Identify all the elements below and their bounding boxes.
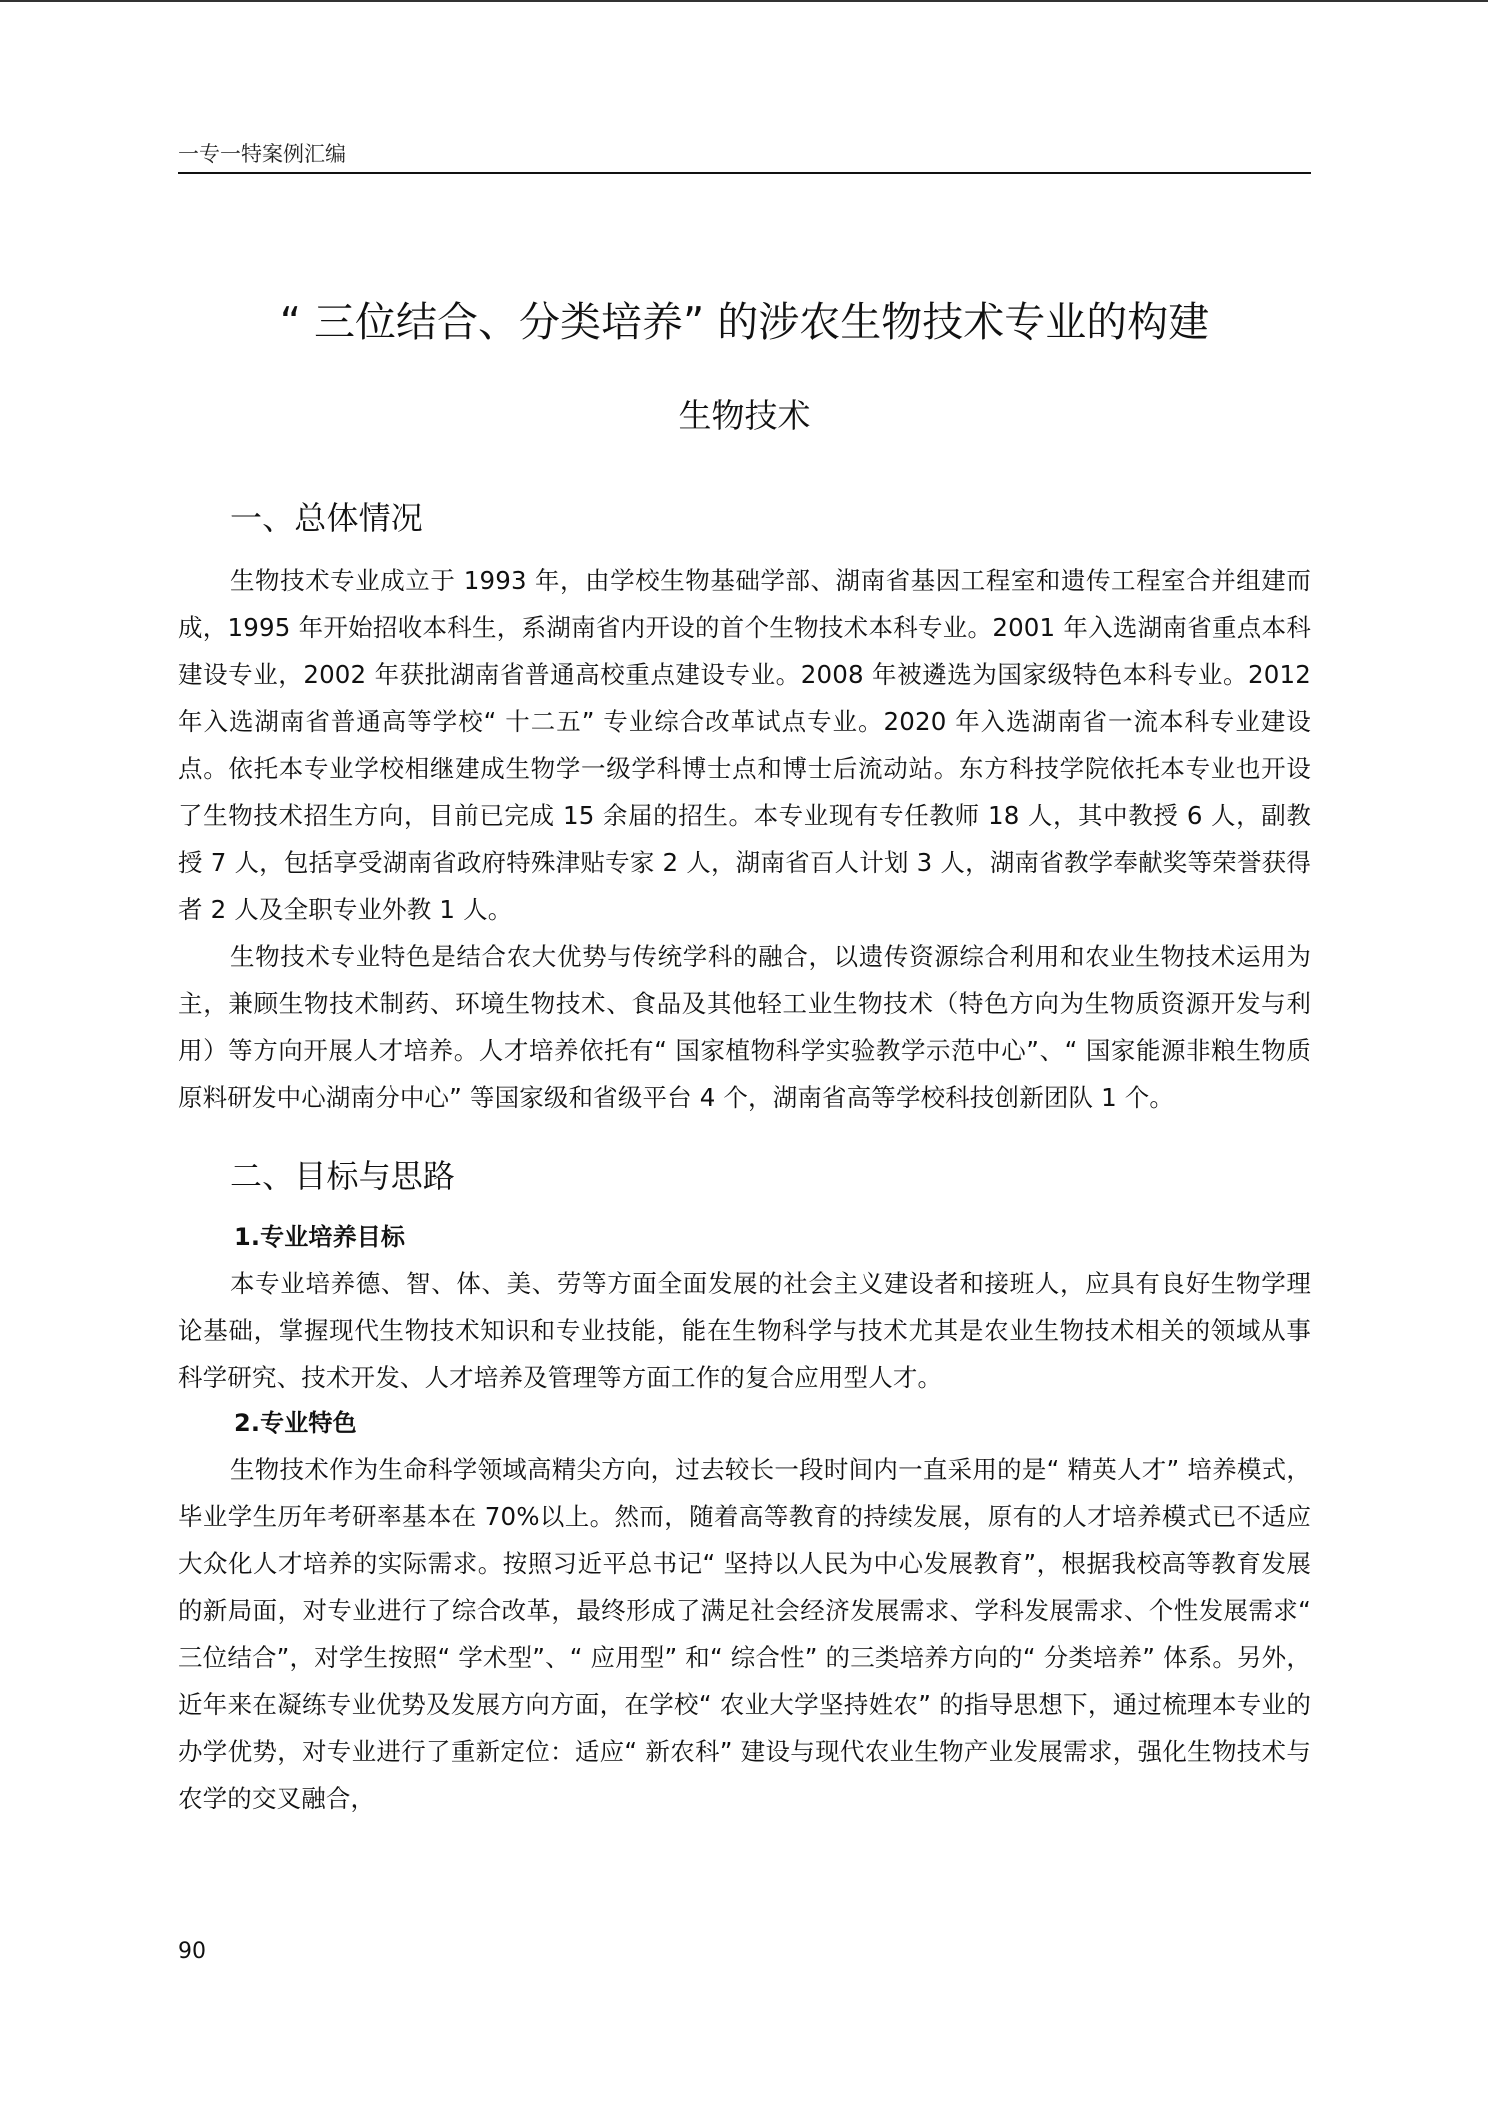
running-header: 一专一特案例汇编	[178, 140, 1311, 174]
subsection-heading: 1.专业培养目标	[234, 1223, 406, 1251]
body-paragraph: 本专业培养德、智、体、美、劳等方面全面发展的社会主义建设者和接班人，应具有良好生物学理论基础，掌握现代生物技术知识和专业技能，能在生物科学与技术尤其是农业生物技术相关的领域从事科学研究、技术开发、人才培养及管理等方面工作的复合应用型人才。	[178, 1269, 1311, 1392]
section-goals	[178, 1148, 1311, 1822]
document-subtitle: 生物技术	[678, 396, 811, 435]
section-heading: 一、总体情况	[230, 499, 423, 537]
document-title: “ 三位结合、分类培养” 的涉农生物技术专业的构建	[279, 298, 1210, 346]
section-heading: 二、目标与思路	[230, 1157, 456, 1195]
page-number: 90	[178, 1939, 206, 1964]
page-top-border	[0, 0, 1488, 2]
body-paragraph: 生物技术作为生命科学领域高精尖方向，过去较长一段时间内一直采用的是“ 精英人才” 培养模式，毕业学生历年考研率基本在 70%以上。然而，随着高等教育的持续发展，原有的人才培养模式已不适应大众化人才培养的实际需求。按照习近平总书记“ 坚持以人民为中心发展教育”，根据我校高等教育发展的新局面，对专业进行了综合改革，最终形成了满足社会经济发展需求、学科发展需求、个性发展需求“ 三位结合”，对学生按照“ 学术型”、“ 应用型” 和“ 综合性” 的三类培养方向的“ 分类培养” 体系。另外，近年来在凝练专业优势及发展方向方面，在学校“ 农业大学坚持姓农” 的指导思想下，通过梳理本专业的办学优势，对专业进行了重新定位：适应“ 新农科” 建设与现代农业生物产业发展需求，强化生物技术与农学的交叉融合，	[178, 1455, 1311, 1813]
body-paragraph: 生物技术专业特色是结合农大优势与传统学科的融合，以遗传资源综合利用和农业生物技术运用为主，兼顾生物技术制药、环境生物技术、食品及其他轻工业生物技术（特色方向为生物质资源开发与利用）等方向开展人才培养。人才培养依托有“ 国家植物科学实验教学示范中心”、“ 国家能源非粮生物质原料研发中心湖南分中心” 等国家级和省级平台 4 个，湖南省高等学校科技创新团队 1 个。	[178, 942, 1311, 1112]
document-body	[178, 490, 1311, 1822]
section-overview	[178, 490, 1311, 1121]
subsection-heading: 2.专业特色	[234, 1409, 357, 1437]
body-paragraph: 生物技术专业成立于 1993 年，由学校生物基础学部、湖南省基因工程室和遗传工程室合并组建而成，1995 年开始招收本科生，系湖南省内开设的首个生物技术本科专业。2001 年入选湖南省重点本科建设专业，2002 年获批湖南省普通高校重点建设专业。2008 年被遴选为国家级特色本科专业。2012 年入选湖南省普通高等学校“ 十二五” 专业综合改革试点专业。2020 年入选湖南省一流本科专业建设点。依托本专业学校相继建成生物学一级学科博士点和博士后流动站。东方科技学院依托本专业也开设了生物技术招生方向，目前已完成 15 余届的招生。本专业现有专任教师 18 人，其中教授 6 人，副教授 7 人，包括享受湖南省政府特殊津贴专家 2 人，湖南省百人计划 3 人，湖南省教学奉献奖等荣誉获得者 2 人及全职专业外教 1 人。	[178, 566, 1311, 924]
